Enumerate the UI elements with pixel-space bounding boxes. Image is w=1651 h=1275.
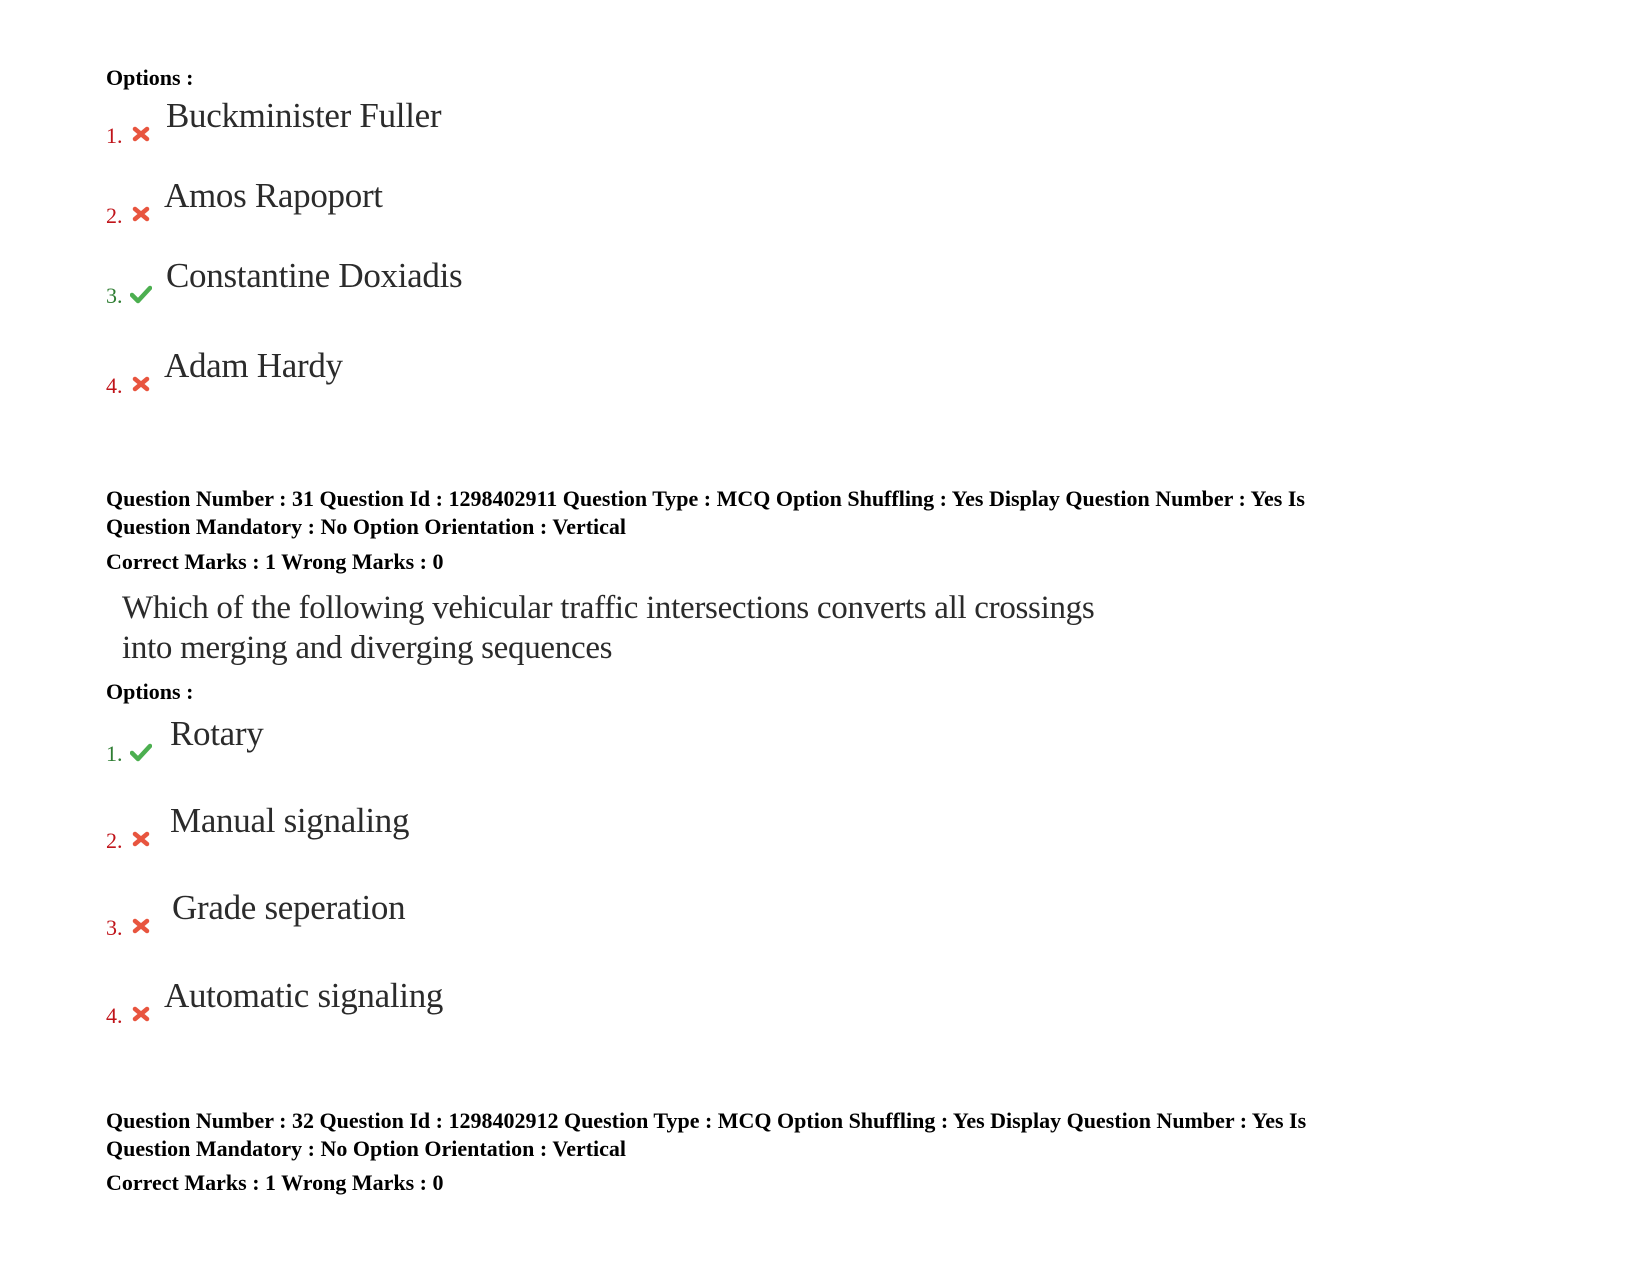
- cross-icon: [130, 829, 152, 849]
- question-text-line: Which of the following vehicular traffic intersections converts all crossings: [122, 590, 1095, 626]
- option-text: Automatic signaling: [164, 976, 444, 1015]
- option-number: 2.: [106, 828, 123, 853]
- question-marks: Correct Marks : 1 Wrong Marks : 0: [106, 1170, 444, 1195]
- options-label: Options :: [106, 679, 194, 704]
- option-number: 4.: [106, 1003, 123, 1028]
- option-text: Adam Hardy: [164, 346, 343, 385]
- option-number: 2.: [106, 203, 123, 228]
- option-number: 4.: [106, 373, 123, 398]
- option-item: [106, 968, 806, 1028]
- question-meta-line: Question Number : 32 Question Id : 1298402912 Question Type : MCQ Option Shuffling : Yes Display Question Number : Yes Is: [106, 1108, 1307, 1133]
- question-meta-line: Question Mandatory : No Option Orientation : Vertical: [106, 514, 627, 539]
- cross-icon: [130, 916, 152, 936]
- cross-icon: [130, 204, 152, 224]
- option-number: 3.: [106, 915, 123, 940]
- option-item: [106, 338, 806, 398]
- option-text: Buckminister Fuller: [166, 96, 442, 135]
- option-item: [106, 248, 806, 308]
- question-meta-line: Question Mandatory : No Option Orientation : Vertical: [106, 1136, 627, 1161]
- option-number: 1.: [106, 741, 123, 766]
- check-icon: [130, 742, 152, 762]
- option-item: [106, 793, 806, 853]
- option-number: 3.: [106, 283, 123, 308]
- option-text: Rotary: [170, 714, 264, 753]
- question-marks: Correct Marks : 1 Wrong Marks : 0: [106, 549, 444, 574]
- check-icon: [130, 284, 152, 304]
- option-text: Amos Rapoport: [164, 176, 383, 215]
- question-meta-line: Question Number : 31 Question Id : 1298402911 Question Type : MCQ Option Shuffling : Yes Display Question Number : Yes Is: [106, 486, 1305, 511]
- option-text: Constantine Doxiadis: [166, 256, 463, 295]
- cross-icon: [130, 374, 152, 394]
- option-text: Manual signaling: [170, 801, 410, 840]
- options-label: Options :: [106, 65, 194, 90]
- cross-icon: [130, 1004, 152, 1024]
- option-number: 1.: [106, 123, 123, 148]
- option-item: [106, 168, 806, 228]
- option-item: [106, 880, 806, 940]
- option-text: Grade seperation: [172, 888, 406, 927]
- cross-icon: [130, 124, 152, 144]
- option-item: [106, 88, 806, 148]
- option-item: [106, 706, 806, 766]
- question-text-line: into merging and diverging sequences: [122, 630, 613, 666]
